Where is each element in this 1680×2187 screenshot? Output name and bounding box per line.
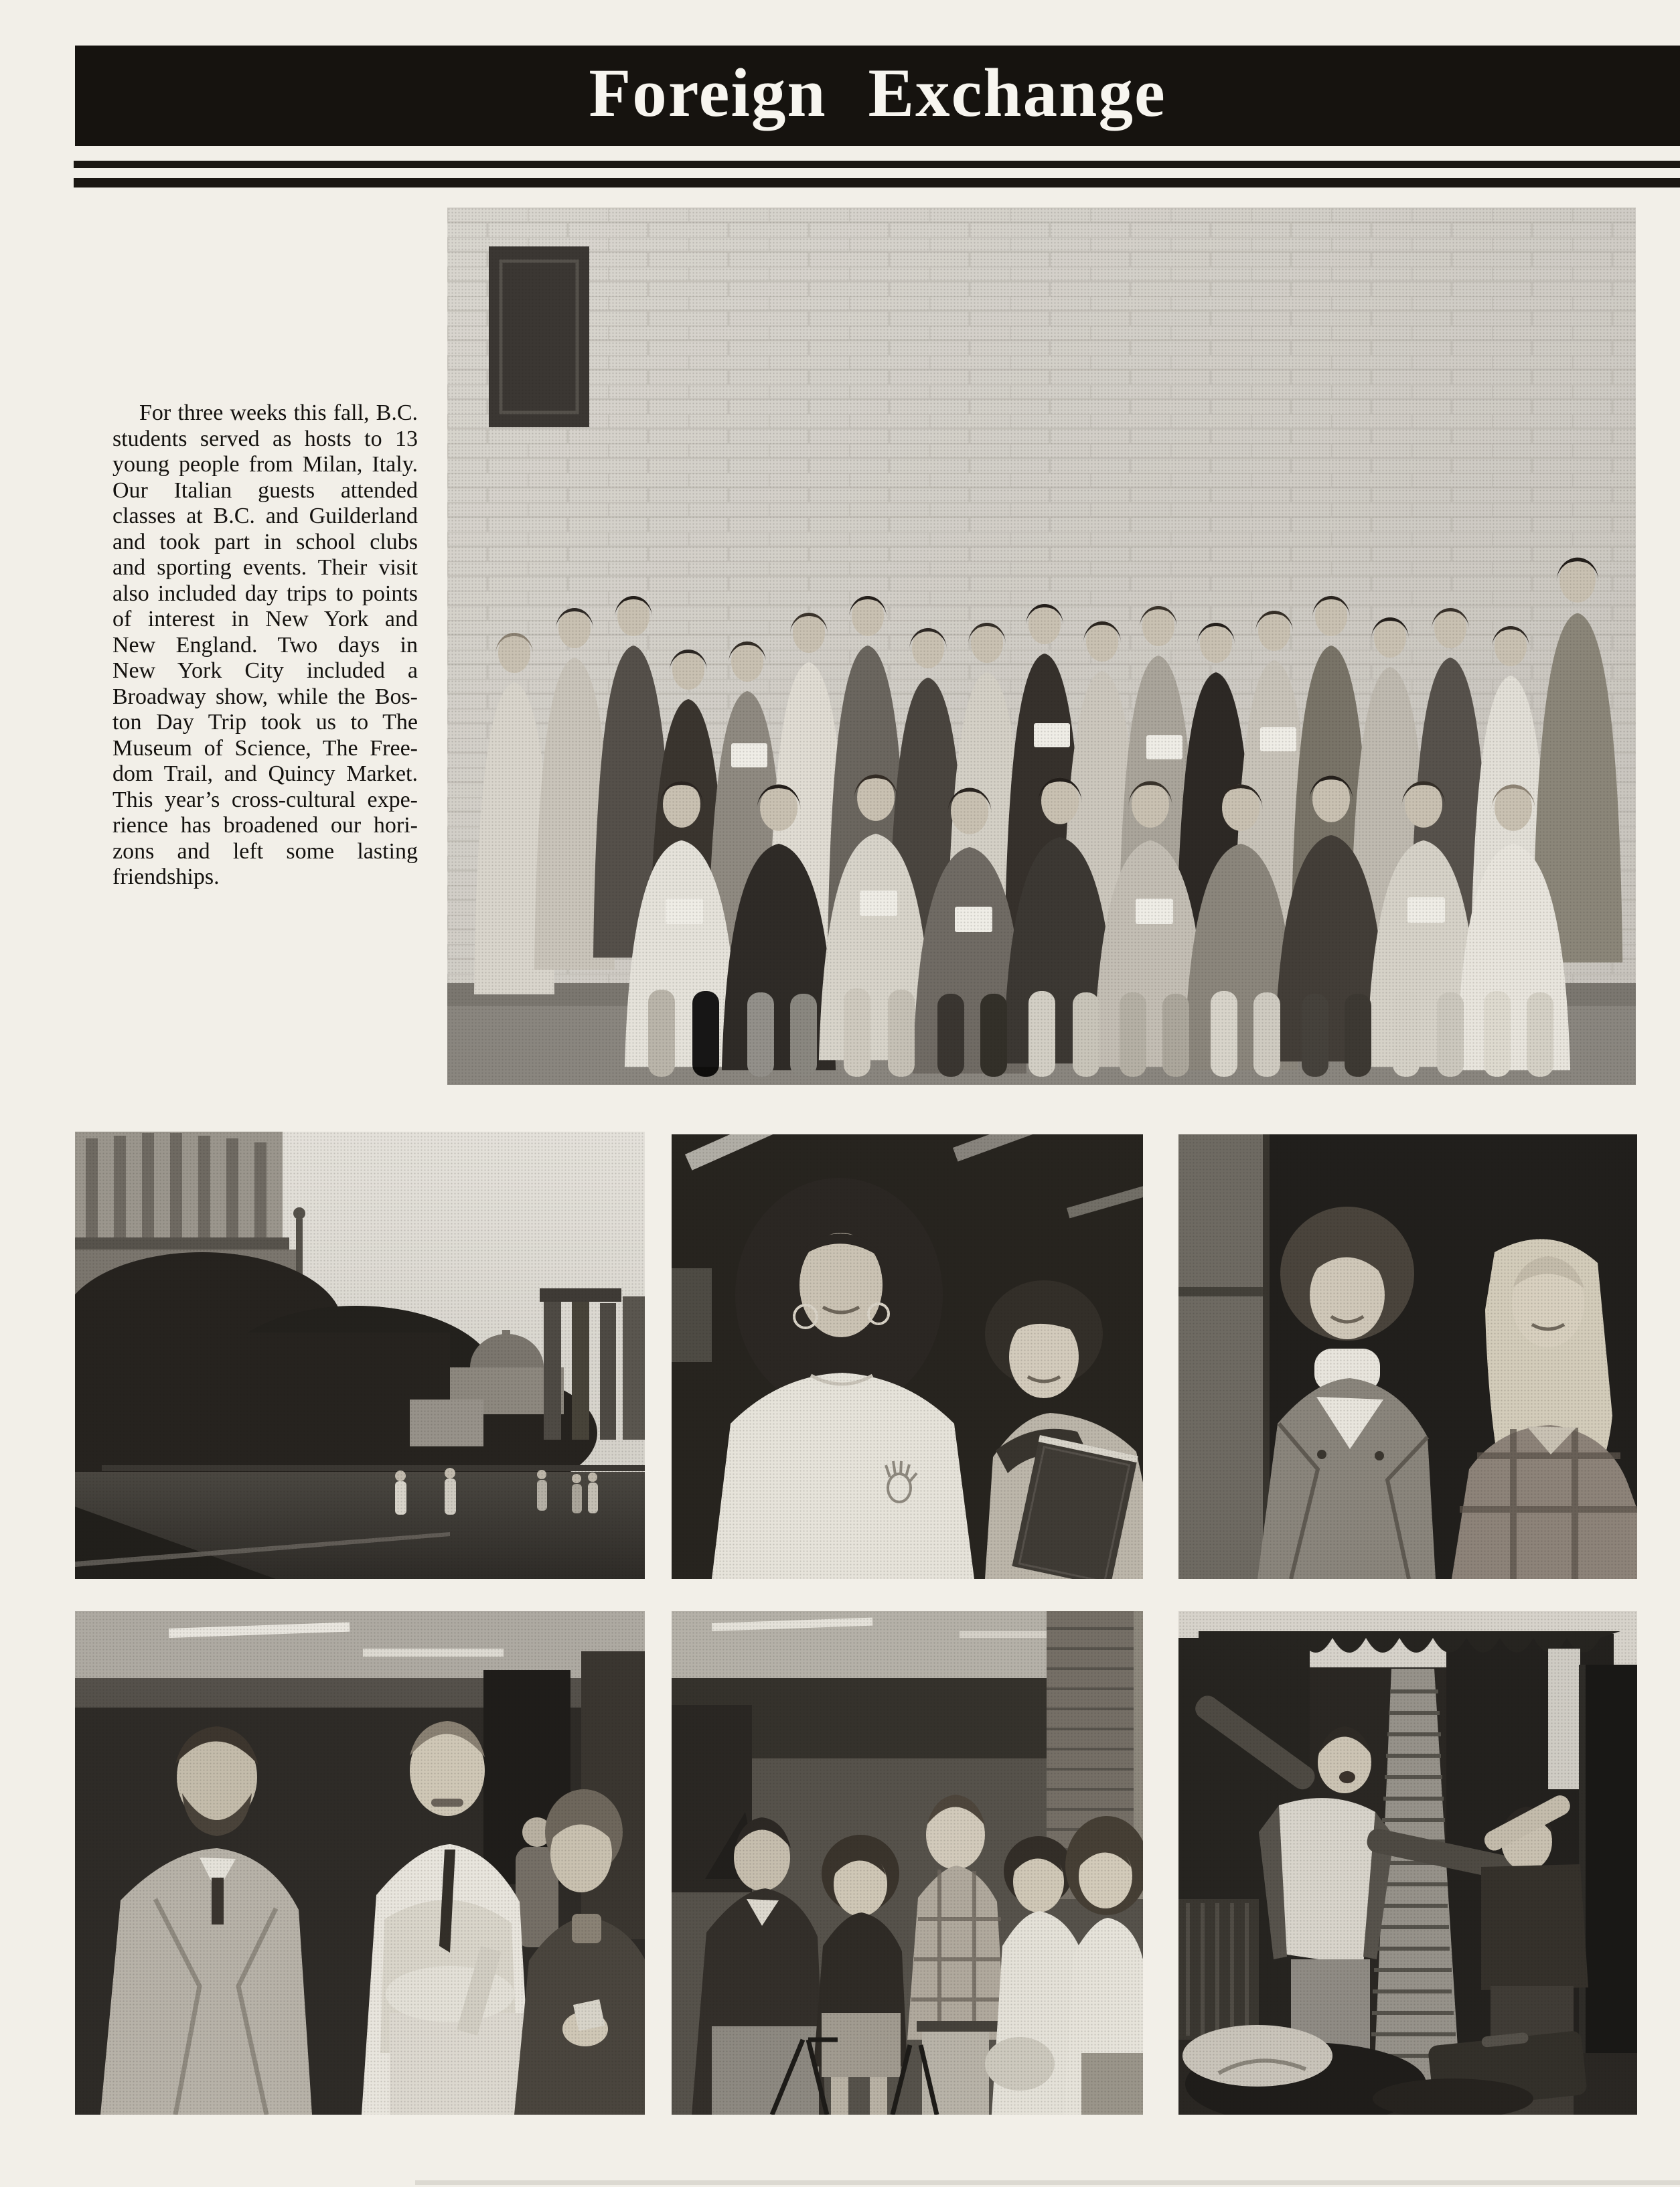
article-line: and took part in school clubs xyxy=(112,529,418,554)
page-title: Foreign Exchange xyxy=(589,55,1166,131)
scanner-edge-artifact xyxy=(415,2180,1680,2185)
double-rule-thick xyxy=(74,178,1680,187)
article-line: ton Day Trip took us to The xyxy=(112,710,418,735)
article-text xyxy=(112,400,418,891)
photo-five-teens xyxy=(672,1611,1143,2115)
article-line: and sporting events. Their visit xyxy=(112,555,418,580)
photo-two-girls-folder xyxy=(672,1134,1143,1579)
adults-illustration xyxy=(75,1611,645,2115)
group-photo-illustration xyxy=(447,208,1636,1085)
girls-folder-illustration xyxy=(672,1134,1143,1579)
girls-plaid-illustration xyxy=(1178,1134,1637,1579)
article-line: New York City included a xyxy=(112,658,418,683)
article-line: Museum of Science, The Free- xyxy=(112,735,418,761)
article-line: classes at B.C. and Guilderland xyxy=(112,504,418,528)
article-line: rience has broadened our hori- xyxy=(112,813,418,838)
room-illustration xyxy=(1178,1611,1637,2115)
article-line: also included day trips to points xyxy=(112,581,418,606)
photo-two-girls-plaid xyxy=(1178,1134,1637,1579)
article-line: of interest in New York and xyxy=(112,607,418,631)
article-line: friendships. xyxy=(112,864,220,889)
article-line: For three weeks this fall, B.C. xyxy=(139,400,418,425)
article-line: New England. Two days in xyxy=(112,632,418,658)
ruins-illustration xyxy=(75,1132,645,1579)
article-line: students served as hosts to 13 xyxy=(112,426,418,451)
teens-illustration xyxy=(672,1611,1143,2115)
article-line: dom Trail, and Quincy Market. xyxy=(112,761,418,786)
article-line: Our Italian guests attended xyxy=(112,477,418,503)
photo-rome-ruins xyxy=(75,1132,645,1579)
page-banner xyxy=(75,46,1680,146)
article-line: zons and left some lasting xyxy=(112,838,418,864)
article-line: Broadway show, while the Bos- xyxy=(112,684,418,709)
article-line: young people from Milan, Italy. xyxy=(112,452,418,477)
photo-group-exchange xyxy=(447,208,1636,1085)
photo-hotel-room-fun xyxy=(1178,1611,1637,2115)
photo-three-adults xyxy=(75,1611,645,2115)
double-rule-thin xyxy=(74,161,1680,168)
article-line: This year’s cross-cultural expe- xyxy=(112,787,418,812)
